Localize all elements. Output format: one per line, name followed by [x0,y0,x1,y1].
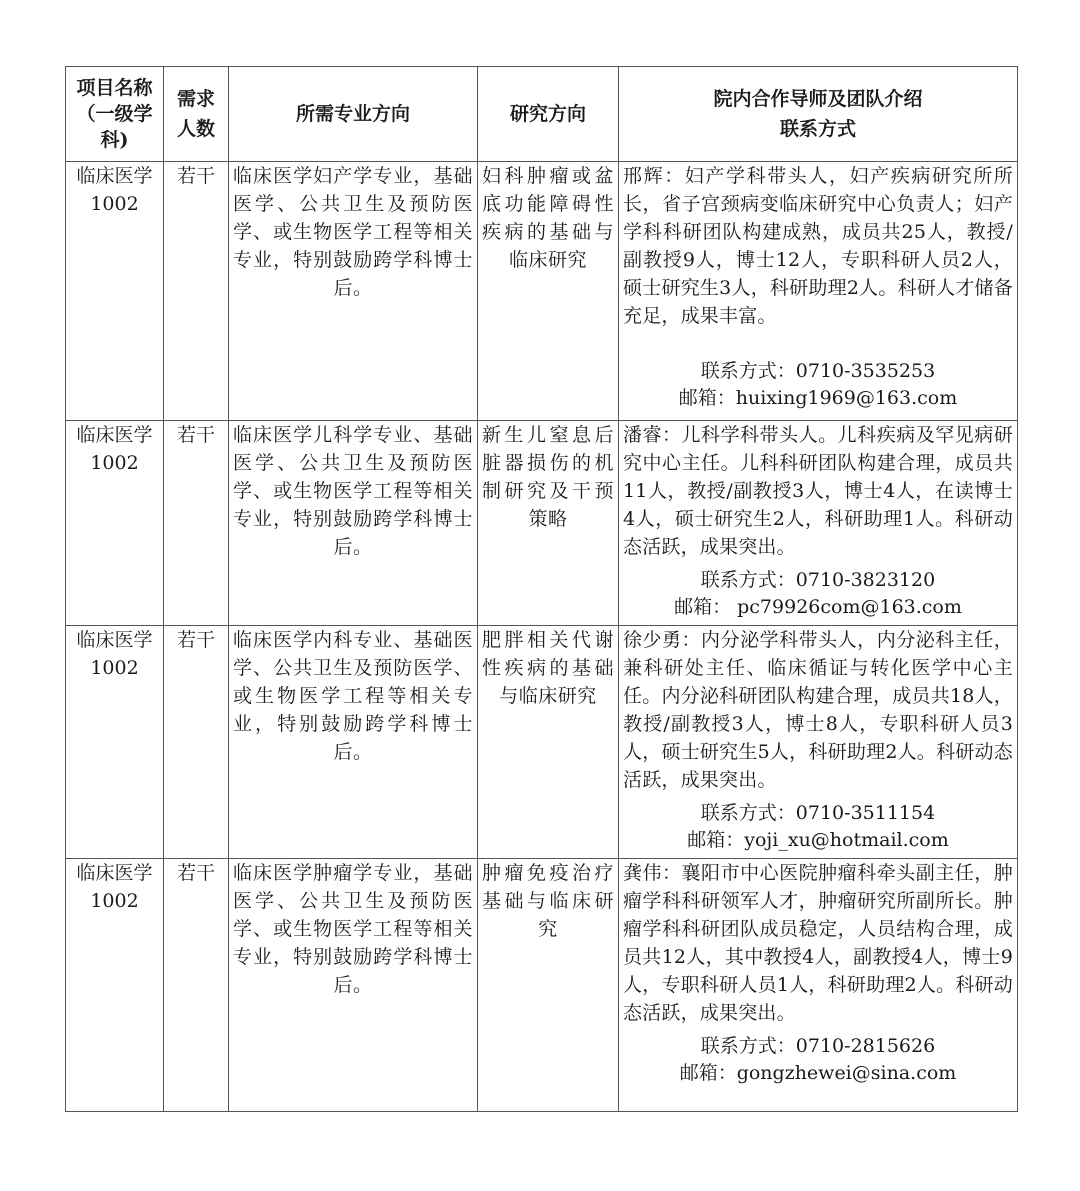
research-cell [478,626,619,859]
project-name: 临床医学 [76,629,153,651]
table-row [66,626,1018,859]
project-name-cell [66,626,164,859]
research-text: 新生儿窒息后脏器损伤的机制研究及干预策略 [482,424,614,530]
project-code: 1002 [90,193,139,215]
team-intro: 徐少勇：内分泌学科带头人，内分泌科主任，兼科研处主任、临床循证与转化医学中心主任。内分泌科研团队构建合理，成员共18人，教授/副教授3人，博士8人，专职科研人员3人，硕士研究生5人，科研助理2人。科研动态活跃，成果突出。 [623,629,1013,791]
team-cell [619,162,1018,421]
demand-count: 若干 [164,859,229,1112]
demand-count: 若干 [164,162,229,421]
team-cell [619,626,1018,859]
research-text: 肿瘤免疫治疗基础与临床研究 [482,862,614,940]
major-cell [229,859,478,1112]
header-team [619,67,1018,162]
project-name-cell [66,859,164,1112]
header-project [66,67,164,162]
contact-phone: 联系方式：0710-3511154 [700,802,936,824]
project-name-cell [66,162,164,421]
header-team-line1: 院内合作导师及团队介绍 [713,88,923,110]
header-research: 研究方向 [478,67,619,162]
team-intro: 龚伟：襄阳市中心医院肿瘤科牵头副主任，肿瘤学科科研领军人才，肿瘤研究所副所长。肿瘤学科科研团队成员稳定，人员结构合理，成员共12人，其中教授4人，副教授4人，博士9人，专职科研人员1人，科研助理2人。科研动态活跃，成果突出。 [623,862,1013,1024]
major-cell [229,421,478,626]
table-row [66,421,1018,626]
contact-phone: 联系方式：0710-2815626 [700,1035,936,1057]
project-code: 1002 [90,657,139,679]
table-row [66,859,1018,1112]
project-name: 临床医学 [76,424,153,446]
major-cell [229,162,478,421]
header-major: 所需专业方向 [229,67,478,162]
major-text: 临床医学肿瘤学专业，基础医学、公共卫生及预防医学、或生物医学工程等相关专业，特别鼓励跨学科博士后。 [233,862,473,996]
contact-phone: 联系方式：0710-3535253 [700,360,936,382]
table-row [66,162,1018,421]
team-cell [619,859,1018,1112]
research-cell [478,421,619,626]
demand-count: 若干 [164,626,229,859]
research-text: 妇科肿瘤或盆底功能障碍性疾病的基础与临床研究 [482,165,614,271]
demand-count: 若干 [164,421,229,626]
contact-phone: 联系方式：0710-3823120 [700,569,936,591]
team-intro: 邢辉：妇产学科带头人，妇产疾病研究所所长，省子宫颈病变临床研究中心负责人；妇产学科科研团队构建成熟，成员共25人，教授/副教授9人，博士12人，专职科研人员2人，硕士研究生3人，科研助理2人。科研人才储备充足，成果丰富。 [623,165,1013,327]
header-count-line1: 需求 [176,88,215,110]
research-text: 肥胖相关代谢性疾病的基础与临床研究 [482,629,614,707]
major-cell [229,626,478,859]
contact-email: 邮箱：gongzhewei@sina.com [679,1062,957,1084]
team-intro: 潘睿：儿科学科带头人。儿科疾病及罕见病研究中心主任。儿科科研团队构建合理，成员共11人，教授/副教授3人，博士4人，在读博士4人，硕士研究生2人，科研助理1人。科研动态活跃，成果突出。 [623,424,1013,558]
project-name-cell [66,421,164,626]
header-project-line3: 科) [100,129,129,151]
header-team-line2: 联系方式 [779,118,856,140]
research-cell [478,162,619,421]
major-text: 临床医学内科专业、基础医学、公共卫生及预防医学、或生物医学工程等相关专业，特别鼓励跨学科博士后。 [233,629,473,763]
table-header-row [66,67,1018,162]
team-cell [619,421,1018,626]
major-text: 临床医学儿科学专业、基础医学、公共卫生及预防医学、或生物医学工程等相关专业，特别鼓励跨学科博士后。 [233,424,473,558]
contact-email: 邮箱： pc79926com@163.com [674,596,962,618]
research-cell [478,859,619,1112]
project-code: 1002 [90,452,139,474]
major-text: 临床医学妇产学专业，基础医学、公共卫生及预防医学、或生物医学工程等相关专业，特别鼓励跨学科博士后。 [233,165,473,299]
project-name: 临床医学 [76,862,153,884]
header-project-line1: 项目名称 [76,77,153,99]
recruitment-table [65,66,1018,1112]
contact-email: 邮箱：huixing1969@163.com [678,387,958,409]
header-project-line2: （一级学 [76,103,153,125]
contact-email: 邮箱：yoji_xu@hotmail.com [687,829,949,851]
header-count [164,67,229,162]
project-name: 临床医学 [76,165,153,187]
project-code: 1002 [90,890,139,912]
header-count-line2: 人数 [176,118,215,140]
